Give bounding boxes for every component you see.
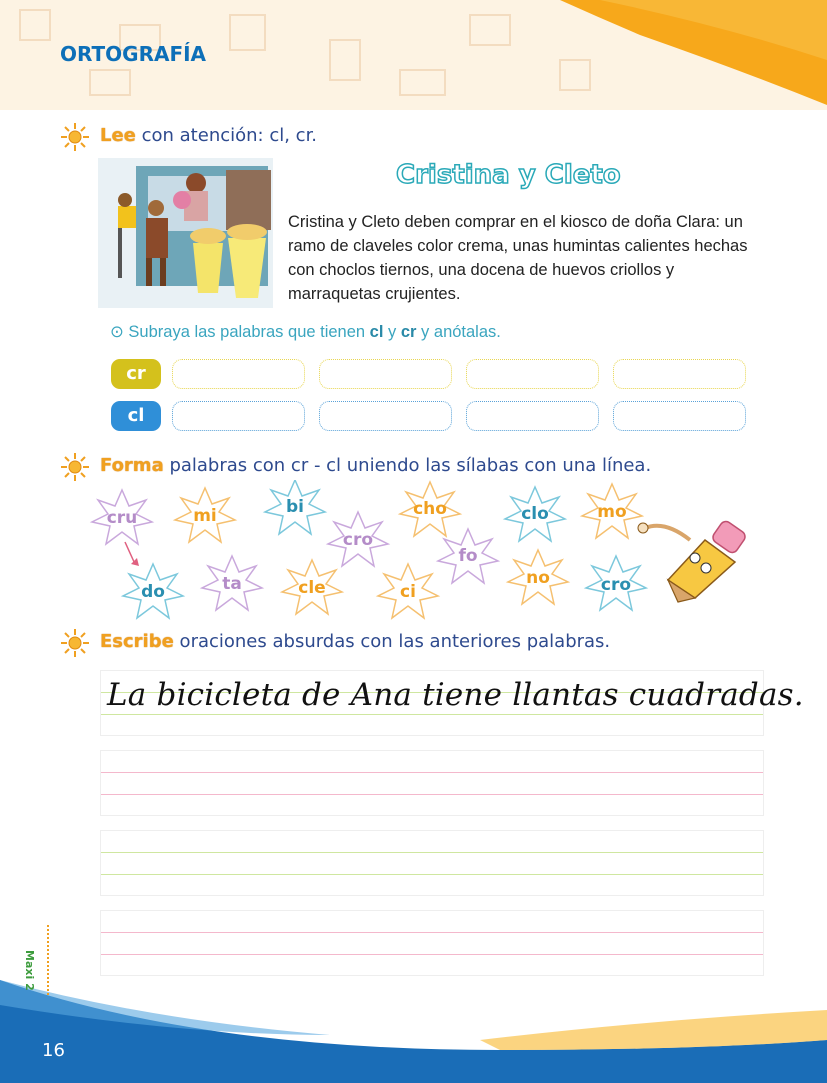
- activity-1-instruction: Lee con atención: cl, cr.: [100, 125, 318, 146]
- task-instruction: ⊙ Subraya las palabras que tienen cl y cr y anótalas.: [110, 323, 501, 341]
- book-label: Maxi 2: [23, 950, 36, 991]
- syllable[interactable]: do: [141, 582, 165, 602]
- syllable[interactable]: clo: [521, 504, 549, 524]
- syllable[interactable]: cru: [106, 508, 138, 528]
- writing-lines-3[interactable]: [100, 830, 764, 896]
- page-number: 16: [42, 1040, 65, 1061]
- sun-icon: [60, 122, 90, 152]
- syllable[interactable]: bi: [286, 497, 304, 517]
- answer-box-cl-2[interactable]: [319, 401, 452, 431]
- answer-box-cl-4[interactable]: [613, 401, 746, 431]
- syllable[interactable]: ta: [222, 574, 242, 594]
- activity-2-instruction: Forma palabras con cr - cl uniendo las sílabas con una línea.: [100, 455, 652, 476]
- answer-box-cr-1[interactable]: [172, 359, 305, 389]
- answer-box-cl-1[interactable]: [172, 401, 305, 431]
- story-title: Cristina y Cleto: [396, 160, 621, 190]
- writing-lines-4[interactable]: [100, 910, 764, 976]
- answer-box-cr-4[interactable]: [613, 359, 746, 389]
- answer-box-cr-2[interactable]: [319, 359, 452, 389]
- syllable[interactable]: cho: [413, 499, 447, 519]
- footer-wave: [0, 980, 827, 1083]
- sun-icon: [60, 628, 90, 658]
- story-text: Cristina y Cleto deben comprar en el kiosco de doña Clara: un ramo de claveles color crema, unas humintas calientes hechas con choclos tiernos, una docena de huevos criollos y marraquetas crujientes.: [288, 213, 748, 303]
- label-cl: cl: [111, 401, 161, 431]
- kiosk-illustration: [98, 158, 273, 308]
- syllable[interactable]: ci: [400, 582, 416, 602]
- bullet-icon: ⊙: [110, 323, 129, 341]
- syllable[interactable]: mi: [193, 506, 217, 526]
- connection-line: [125, 542, 135, 564]
- syllable[interactable]: cle: [298, 578, 326, 598]
- syllable[interactable]: cro: [600, 575, 632, 595]
- sun-icon: [60, 452, 90, 482]
- syllable[interactable]: mo: [597, 502, 627, 522]
- label-cr: cr: [111, 359, 161, 389]
- keyword-escribe: Escribe: [100, 631, 174, 652]
- answer-box-cl-3[interactable]: [466, 401, 599, 431]
- syllable[interactable]: fo: [458, 546, 478, 566]
- syllable[interactable]: no: [526, 568, 550, 588]
- keyword-forma: Forma: [100, 455, 164, 476]
- section-title: ORTOGRAFÍA: [60, 42, 207, 66]
- answer-box-cr-3[interactable]: [466, 359, 599, 389]
- keyword-lee: Lee: [100, 125, 136, 146]
- writing-lines-2[interactable]: [100, 750, 764, 816]
- syllable[interactable]: cro: [342, 530, 374, 550]
- dotted-line: [47, 925, 51, 995]
- example-sentence: La bicicleta de Ana tiene llantas cuadradas.: [107, 677, 804, 713]
- activity-3-instruction: Escribe oraciones absurdas con las anteriores palabras.: [100, 631, 611, 652]
- pencil-character-icon: [638, 519, 747, 602]
- writing-lines-1[interactable]: [100, 670, 804, 736]
